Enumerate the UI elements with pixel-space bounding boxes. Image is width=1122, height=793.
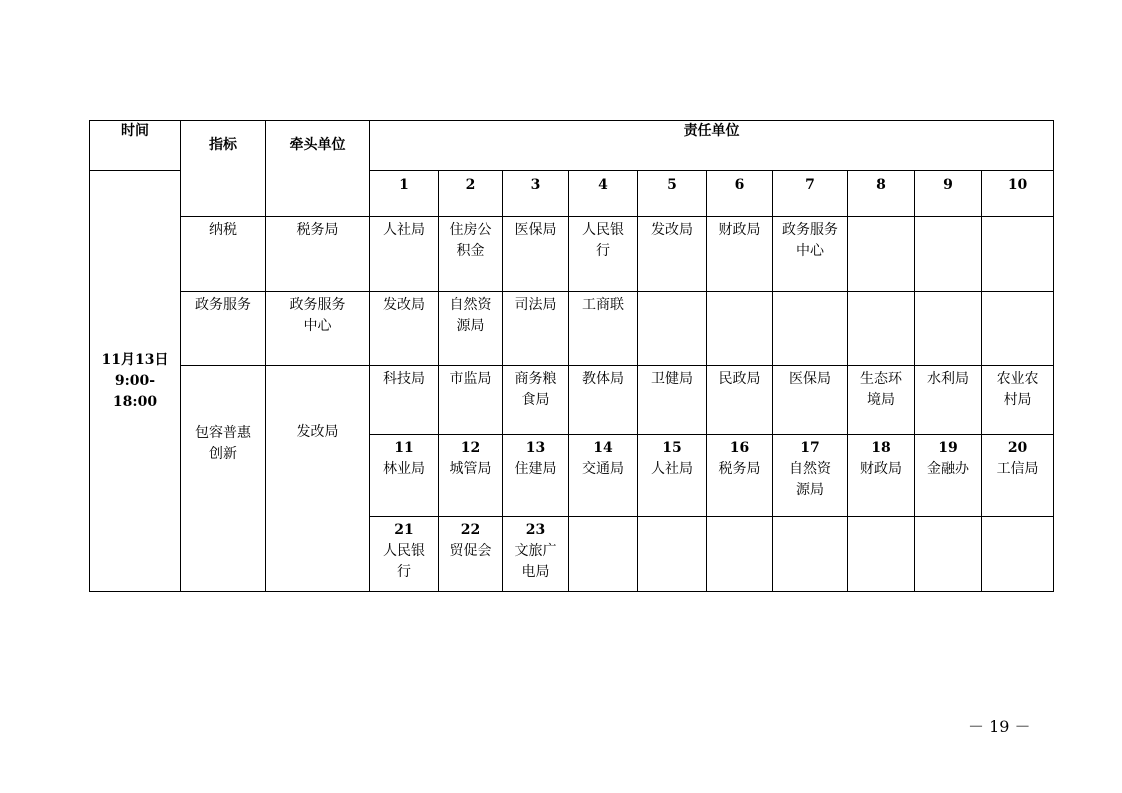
unit-cell (370, 435, 439, 517)
unit-cell (848, 366, 915, 435)
table-row (90, 292, 1054, 366)
col-number: 9 (915, 171, 982, 217)
header-lead-unit: 牵头单位 (266, 121, 370, 217)
unit-cell (773, 292, 848, 366)
unit-cell (707, 517, 773, 592)
unit-cell (503, 292, 569, 366)
unit-cell (848, 217, 915, 292)
unit-name: 商务粮食局 (514, 371, 557, 408)
unit-number: 20 (1007, 440, 1028, 456)
indicator-cell: 纳税 (181, 217, 266, 292)
unit-cell (915, 217, 982, 292)
unit-cell (439, 435, 503, 517)
unit-cell (773, 217, 848, 292)
unit-number: 14 (593, 440, 613, 456)
unit-cell (503, 366, 569, 435)
unit-cell (370, 217, 439, 292)
unit-number: 15 (662, 440, 682, 456)
unit-name: 医保局 (514, 222, 557, 238)
col-number: 10 (982, 171, 1054, 217)
unit-name: 住建局 (514, 461, 557, 477)
unit-number: 16 (729, 440, 750, 456)
unit-cell (569, 217, 638, 292)
unit-name: 财政局 (718, 222, 761, 238)
lead-unit-cell: 发改局 (266, 366, 370, 592)
col-number: 2 (439, 171, 503, 217)
unit-cell (569, 292, 638, 366)
table-row (90, 217, 1054, 292)
unit-cell (915, 435, 982, 517)
col-number: 6 (707, 171, 773, 217)
unit-name: 农业农村局 (996, 371, 1039, 408)
unit-cell (439, 366, 503, 435)
col-number: 4 (569, 171, 638, 217)
time-cell (90, 171, 181, 592)
unit-cell (848, 435, 915, 517)
unit-name: 生态环境局 (860, 371, 902, 408)
unit-name: 人民银行 (383, 543, 425, 580)
unit-cell (638, 517, 707, 592)
unit-name: 发改局 (383, 297, 425, 313)
unit-cell (569, 517, 638, 592)
unit-name: 贸促会 (449, 543, 492, 559)
unit-cell (707, 366, 773, 435)
unit-number: 17 (800, 440, 820, 456)
unit-name: 工商联 (582, 297, 624, 313)
unit-number: 23 (525, 522, 546, 538)
unit-cell (915, 292, 982, 366)
unit-cell (370, 292, 439, 366)
unit-number: 12 (460, 440, 481, 456)
lead-unit-cell (266, 292, 370, 366)
header-time: 时间 (90, 121, 181, 171)
unit-cell (773, 517, 848, 592)
unit-name: 政务服务中心 (782, 222, 838, 259)
unit-cell (707, 292, 773, 366)
unit-name: 人社局 (383, 222, 425, 238)
indicator-cell: 政务服务 (181, 292, 266, 366)
header-indicator: 指标 (181, 121, 266, 217)
unit-name: 工信局 (996, 461, 1039, 477)
col-number: 3 (503, 171, 569, 217)
unit-number: 21 (394, 522, 414, 538)
unit-cell (638, 366, 707, 435)
unit-name: 教体局 (582, 371, 624, 387)
unit-cell (370, 366, 439, 435)
unit-name: 市监局 (449, 371, 492, 387)
time-date: 11月13日 (101, 351, 169, 368)
header-responsible-units: 责任单位 (370, 121, 1054, 171)
unit-name: 林业局 (383, 461, 425, 477)
unit-name: 金融办 (927, 461, 969, 477)
unit-cell (370, 517, 439, 592)
unit-name: 科技局 (383, 371, 425, 387)
indicator-cell (181, 366, 266, 592)
unit-name: 住房公积金 (449, 222, 492, 259)
unit-cell (982, 517, 1054, 592)
indicator-name: 包容普惠创新 (195, 424, 251, 462)
unit-name: 医保局 (789, 371, 831, 387)
time-end: 18:00 (112, 393, 158, 410)
unit-cell (848, 517, 915, 592)
col-number: 8 (848, 171, 915, 217)
unit-cell (707, 217, 773, 292)
unit-number: 13 (525, 440, 546, 456)
page-number: － 19 － (968, 717, 1031, 736)
unit-cell (982, 292, 1054, 366)
unit-cell (915, 366, 982, 435)
unit-cell (503, 517, 569, 592)
unit-cell (439, 517, 503, 592)
unit-name: 税务局 (718, 461, 761, 477)
unit-cell (638, 435, 707, 517)
lead-unit-cell: 税务局 (266, 217, 370, 292)
schedule-table (89, 120, 1054, 592)
unit-cell (773, 366, 848, 435)
table-row (90, 366, 1054, 435)
unit-cell (503, 217, 569, 292)
col-number: 7 (773, 171, 848, 217)
unit-name: 自然资源局 (789, 461, 831, 498)
time-start: 9:00- (114, 372, 156, 389)
unit-number: 18 (871, 440, 891, 456)
unit-cell (503, 435, 569, 517)
unit-cell (982, 435, 1054, 517)
unit-name: 城管局 (449, 461, 492, 477)
unit-cell (439, 292, 503, 366)
unit-number: 22 (460, 522, 481, 538)
unit-number: 19 (938, 440, 958, 456)
unit-name: 自然资源局 (449, 297, 492, 334)
unit-name: 司法局 (514, 297, 557, 313)
header-row (90, 121, 1054, 171)
unit-cell (982, 366, 1054, 435)
unit-name: 财政局 (860, 461, 902, 477)
unit-name: 人社局 (651, 461, 693, 477)
col-number: 5 (638, 171, 707, 217)
unit-cell (982, 217, 1054, 292)
lead-unit-name: 政务服务中心 (289, 297, 346, 334)
unit-number: 11 (394, 440, 414, 456)
unit-cell (638, 217, 707, 292)
unit-name: 发改局 (651, 222, 693, 238)
unit-cell (707, 435, 773, 517)
unit-cell (773, 435, 848, 517)
unit-name: 民政局 (718, 371, 761, 387)
unit-name: 人民银行 (582, 222, 624, 259)
unit-name: 水利局 (927, 371, 969, 387)
unit-cell (569, 366, 638, 435)
unit-cell (848, 292, 915, 366)
unit-cell (439, 217, 503, 292)
unit-name: 交通局 (582, 461, 624, 477)
unit-cell (638, 292, 707, 366)
unit-cell (569, 435, 638, 517)
unit-name: 文旅广电局 (514, 543, 557, 580)
unit-cell (915, 517, 982, 592)
unit-name: 卫健局 (651, 371, 693, 387)
col-number: 1 (370, 171, 439, 217)
